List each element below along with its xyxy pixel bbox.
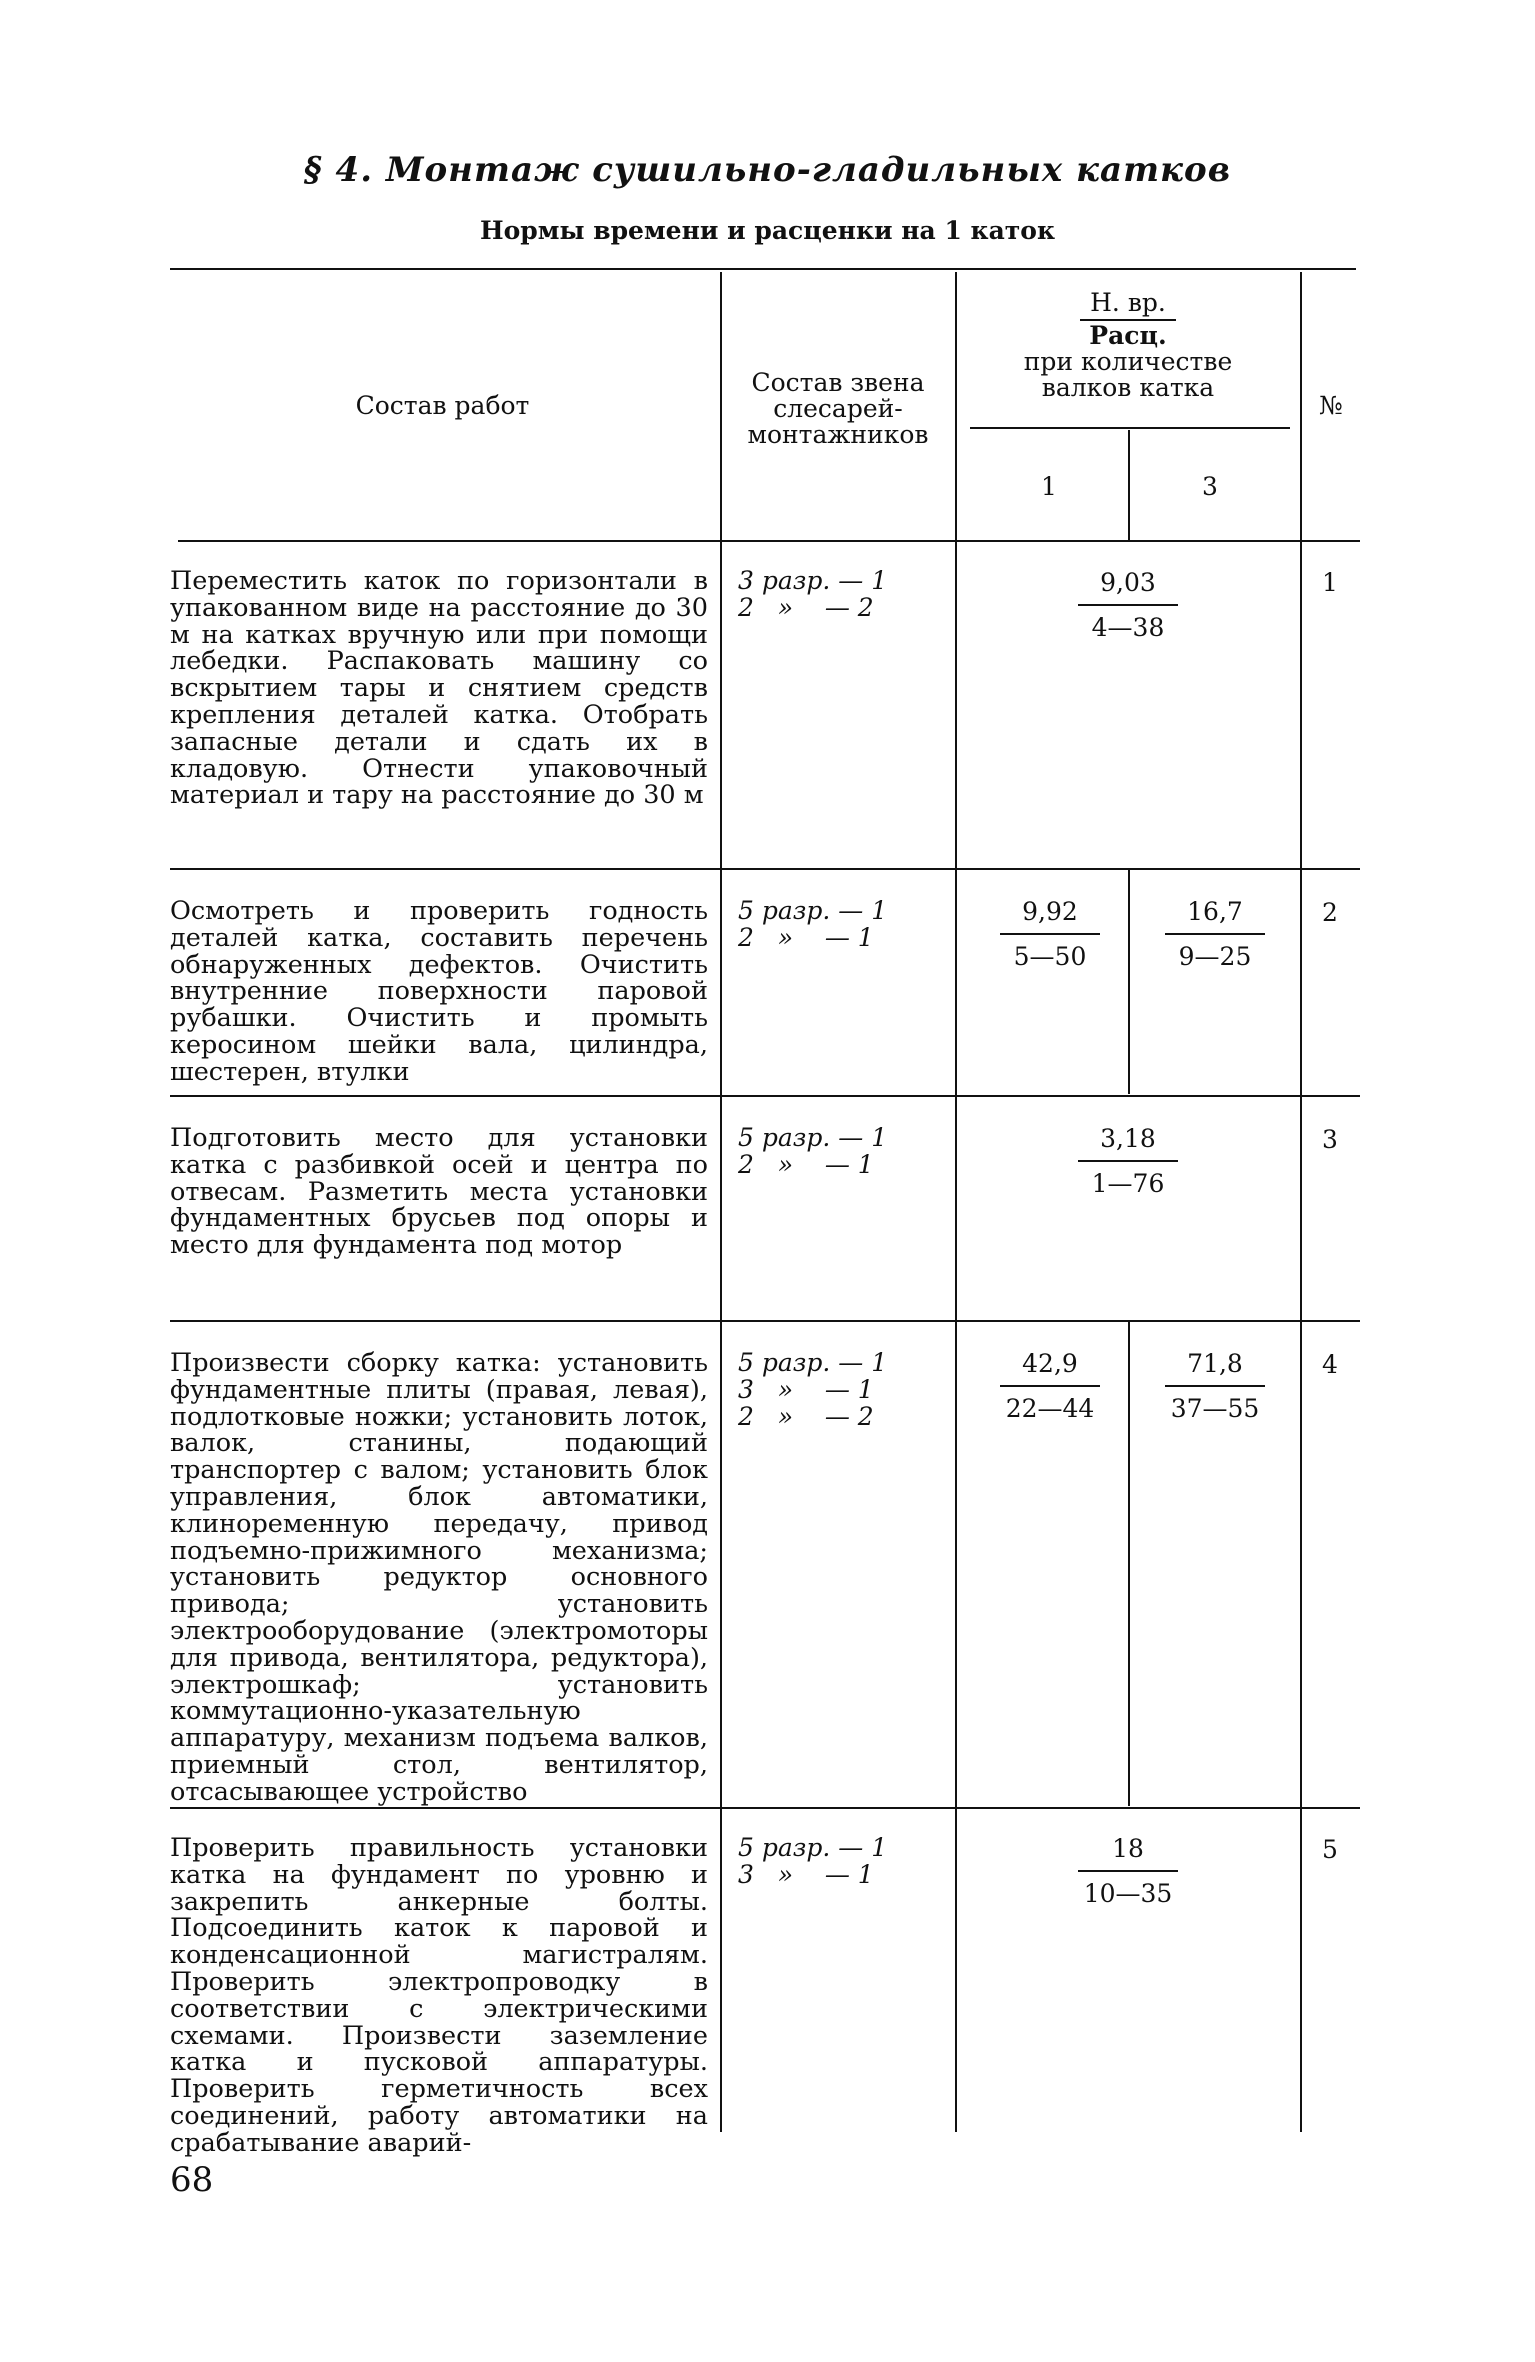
header-no: №: [1319, 391, 1343, 420]
table-caption: Нормы времени и расценки на 1 каток: [479, 216, 1056, 245]
row-3-value: [958, 1122, 1298, 1198]
row-5-norm-time: 18: [1112, 1834, 1144, 1863]
row-5-value: [958, 1832, 1298, 1908]
row-2-description: Осмотреть и проверить годность деталей катка, составить перечень обнаруженных дефектов. Очистить внутренние поверхности паровой рубашки. Очистить и промыть керосином шейки вала, цилиндра, шестерен, втулки: [170, 896, 708, 1087]
row-1-value: [958, 566, 1298, 642]
row-4-rate-1: 22—44: [1005, 1394, 1095, 1423]
row-1-norm-time: 9,03: [1100, 568, 1156, 597]
row-3-crew: 5 разр. — 1 2 » — 1: [738, 1123, 888, 1179]
row-3-norm-time: 3,18: [1100, 1124, 1156, 1153]
row-3-fraction-bar: [1078, 1160, 1178, 1162]
row-rule-1: [170, 868, 1360, 870]
row-4-norm-time-1: 42,9: [1022, 1349, 1078, 1378]
row-2-norm-time-1: 9,92: [1022, 897, 1078, 926]
row-1-fraction-bar: [1078, 604, 1178, 606]
header-norm-note: при количестве валков катка: [1023, 347, 1233, 402]
row-3-number: 3: [1322, 1125, 1338, 1154]
row-4-crew: 5 разр. — 1 3 » — 1 2 » — 2: [738, 1348, 888, 1431]
row-3-description: Подготовить место для установки катка с разбивкой осей и центра по отвесам. Разметить места установки фундаментных брусьев под опоры и место для фундамента под мотор: [170, 1123, 708, 1261]
row-2-norm-time-3: 16,7: [1187, 897, 1243, 926]
rolls-divider-row4: [1128, 1322, 1130, 1806]
header-rolls-1: 1: [1041, 472, 1057, 501]
row-4-fraction-bar-1: [1000, 1385, 1100, 1387]
header-norm-rate: Расц.: [1089, 321, 1167, 350]
table-top-rule: [170, 268, 1356, 270]
header-bottom-rule: [178, 540, 1360, 542]
row-2-value-1: [975, 895, 1125, 971]
row-2-rate-1: 5—50: [1013, 942, 1087, 971]
row-4-number: 4: [1322, 1350, 1338, 1379]
row-4-norm-time-3: 71,8: [1187, 1349, 1243, 1378]
header-norm-time: Н. вр.: [1090, 288, 1166, 317]
page-number: 68: [170, 2160, 214, 2200]
row-2-rate-3: 9—25: [1178, 942, 1252, 971]
row-1-crew: 3 разр. — 1 2 » — 2: [738, 566, 888, 622]
row-3-rate: 1—76: [1091, 1169, 1165, 1198]
row-4-rate-3: 37—55: [1170, 1394, 1260, 1423]
row-rule-2: [170, 1095, 1360, 1097]
row-rule-4: [170, 1807, 1360, 1809]
row-5-crew: 5 разр. — 1 3 » — 1: [738, 1833, 888, 1889]
header-norm: [958, 290, 1298, 401]
row-1-rate: 4—38: [1091, 613, 1165, 642]
header-crew: Состав звена слесарей- монтажников: [747, 368, 929, 449]
row-5-fraction-bar: [1078, 1870, 1178, 1872]
row-4-value-1: [975, 1347, 1125, 1423]
row-1-description: Переместить каток по горизонтали в упакованном виде на расстояние до 30 м на катках вручную или при помощи лебедки. Распаковать машину со вскрытием тары и снятием средств крепления деталей катка. Отобрать запасные детали и сдать их в кладовую. Отнести упаковочный материал и тару на расстояние до 30 м: [170, 566, 708, 811]
row-1-number: 1: [1322, 568, 1338, 597]
section-title: § 4. Монтаж сушильно-гладильных катков: [303, 150, 1232, 190]
row-5-description: Проверить правильность установки катка на фундамент по уровню и закрепить анкерные болты. Подсоединить каток к паровой и конденсационной магистралям. Проверить электропроводку в соответствии с электрическими схемами. Произвести заземление катка и пусковой аппаратуры. Проверить герметичность всех соединений, работу автоматики на срабатывание аварий-: [170, 1833, 708, 2158]
row-2-fraction-bar-1: [1000, 933, 1100, 935]
row-5-number: 5: [1322, 1835, 1338, 1864]
row-2-value-3: [1140, 895, 1290, 971]
row-2-fraction-bar-3: [1165, 933, 1265, 935]
row-rule-3: [170, 1320, 1360, 1322]
header-rolls-3: 3: [1202, 472, 1218, 501]
col-divider-crew: [720, 272, 722, 2132]
row-2-number: 2: [1322, 898, 1338, 927]
row-5-rate: 10—35: [1083, 1879, 1173, 1908]
header-work: Состав работ: [355, 391, 530, 420]
rolls-divider-row2: [1128, 870, 1130, 1094]
row-2-crew: 5 разр. — 1 2 » — 1: [738, 896, 888, 952]
row-4-fraction-bar-3: [1165, 1385, 1265, 1387]
row-4-value-3: [1140, 1347, 1290, 1423]
rolls-subheader-rule: [970, 427, 1290, 429]
row-4-description: Произвести сборку катка: установить фундаментные плиты (правая, левая), подлотковые ножки; установить лоток, валок, станины, подающий транспортер с валом; установить блок управления, блок автоматики, клиноременную передачу, привод подъемно-прижимного механизма; установить редуктор основного привода; установить электрооборудование (электромоторы для привода, вентилятора, редуктора), электрошкаф; установить коммутационно-указательную аппаратуру, механизм подъема валков, приемный стол, вентилятор, отсасывающее устройство: [170, 1348, 708, 1807]
